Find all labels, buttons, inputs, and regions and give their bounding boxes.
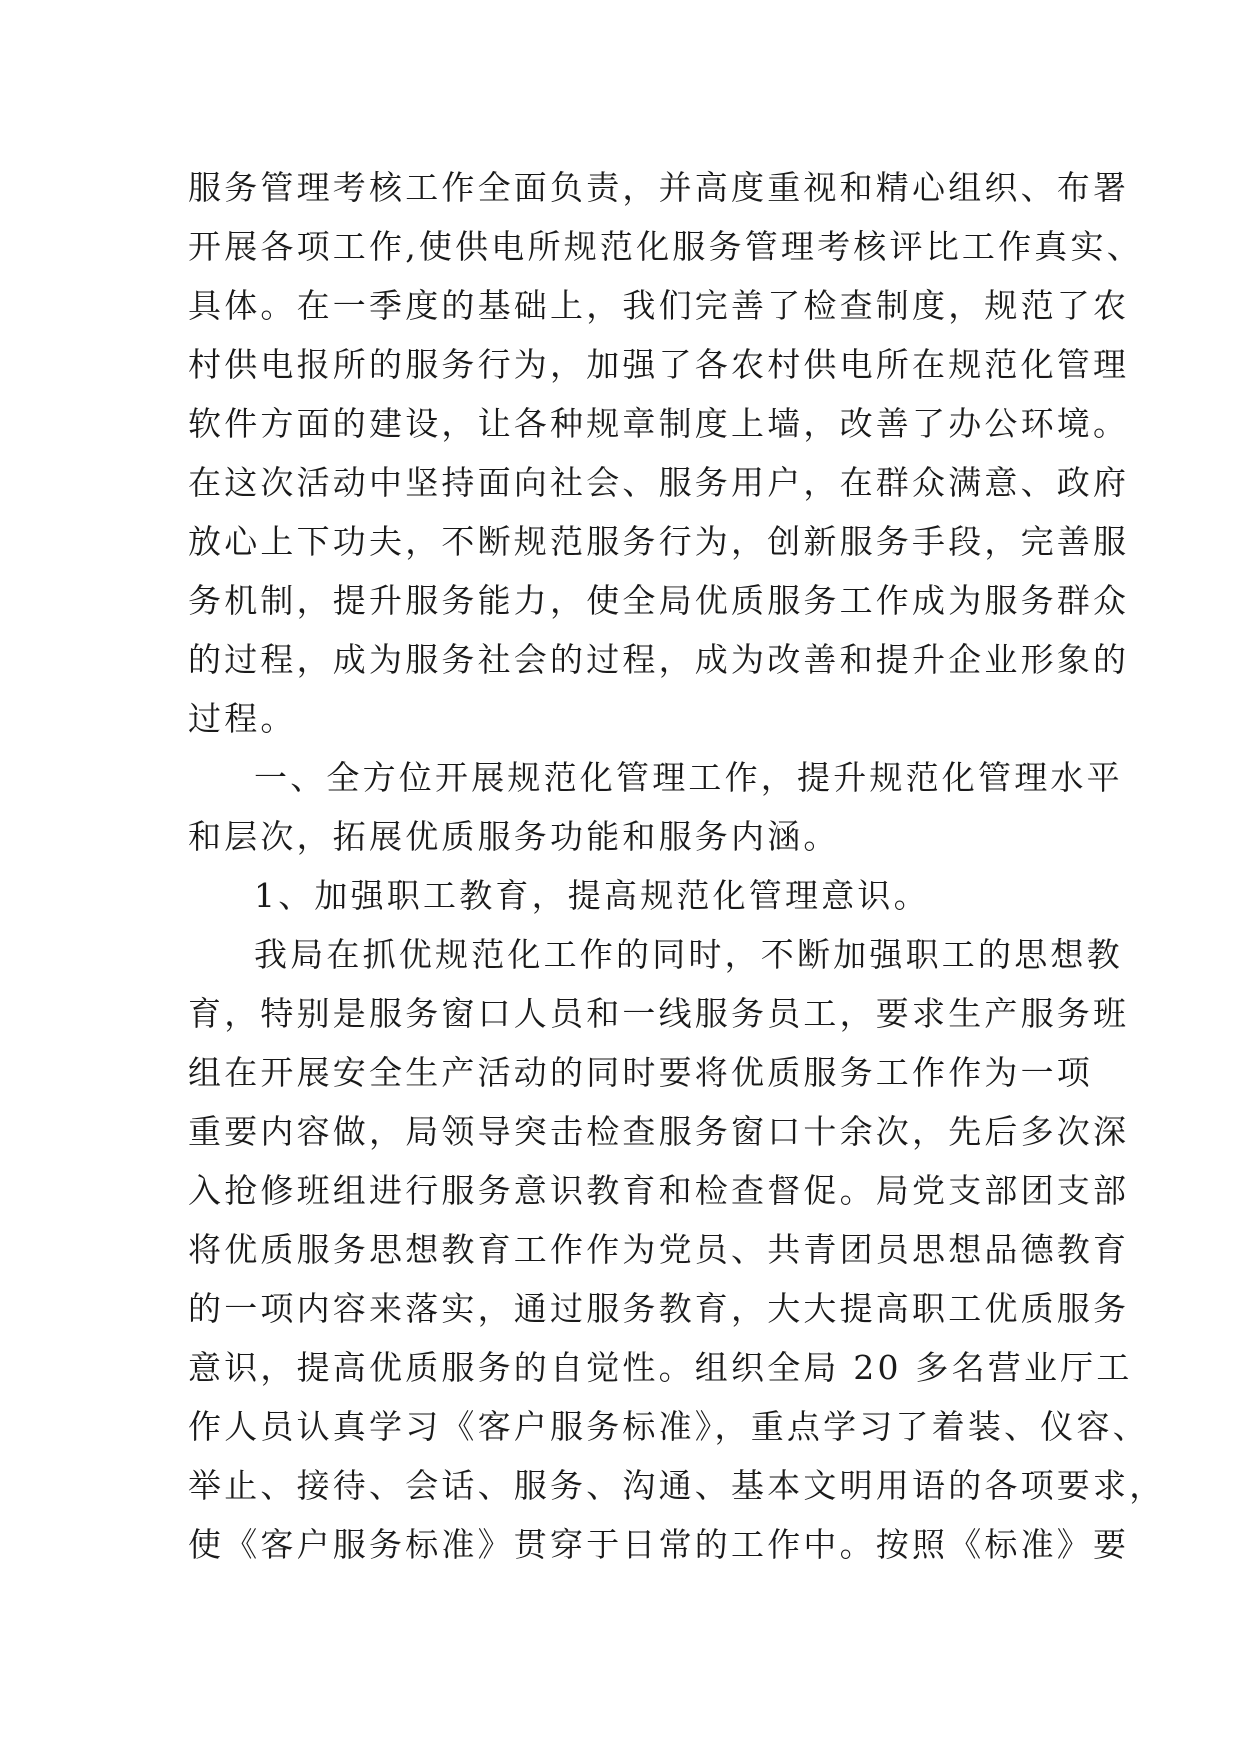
section-heading: 一、全方位开展规范化管理工作，提升规范化管理水平 (254, 758, 1123, 797)
text-line: 入抢修班组进行服务意识教育和检查督促。局党支部团支部 (188, 1171, 1130, 1210)
section-heading-continued: 和层次，拓展优质服务功能和服务内涵。 (188, 817, 840, 856)
text-line: 具体。在一季度的基础上，我们完善了检查制度，规范了农 (188, 286, 1130, 325)
text-line: 村供电报所的服务行为，加强了各农村供电所在规范化管理 (188, 345, 1130, 384)
text-line: 务机制，提升服务能力，使全局优质服务工作成为服务群众 (188, 581, 1130, 620)
text-line: 在这次活动中坚持面向社会、服务用户，在群众满意、政府 (188, 463, 1130, 502)
text-line: 我局在抓优规范化工作的同时，不断加强职工的思想教 (254, 935, 1123, 974)
text-line: 育，特别是服务窗口人员和一线服务员工，要求生产服务班 (188, 994, 1130, 1033)
text-line: 过程。 (188, 699, 297, 738)
text-line: 组在开展安全生产活动的同时要将优质服务工作作为一项 (188, 1053, 1093, 1092)
text-line: 作人员认真学习《客户服务标准》，重点学习了着装、仪容、 (188, 1407, 1149, 1446)
text-line: 重要内容做，局领导突击检查服务窗口十余次，先后多次深 (188, 1112, 1130, 1151)
text-line: 软件方面的建设，让各种规章制度上墙，改善了办公环境。 (188, 404, 1130, 443)
text-line: 放心上下功夫，不断规范服务行为，创新服务手段，完善服 (188, 522, 1130, 561)
text-line: 服务管理考核工作全面负责，并高度重视和精心组织、布署 (188, 168, 1130, 207)
text-line: 的过程，成为服务社会的过程，成为改善和提升企业形象的 (188, 640, 1130, 679)
text-line: 举止、接待、会话、服务、沟通、基本文明用语的各项要求， (188, 1466, 1166, 1505)
body-text (188, 158, 1166, 1574)
text-line: 将优质服务思想教育工作作为党员、共青团员思想品德教育 (188, 1230, 1130, 1269)
text-line: 使《客户服务标准》贯穿于日常的工作中。按照《标准》要 (188, 1525, 1130, 1564)
text-line: 的一项内容来落实，通过服务教育，大大提高职工优质服务 (188, 1289, 1130, 1328)
subsection-heading: 1、加强职工教育，提高规范化管理意识。 (254, 876, 930, 915)
text-line: 开展各项工作,使供电所规范化服务管理考核评比工作真实、 (188, 227, 1143, 266)
text-line: 意识，提高优质服务的自觉性。组织全局 20 多名营业厅工 (188, 1348, 1133, 1387)
